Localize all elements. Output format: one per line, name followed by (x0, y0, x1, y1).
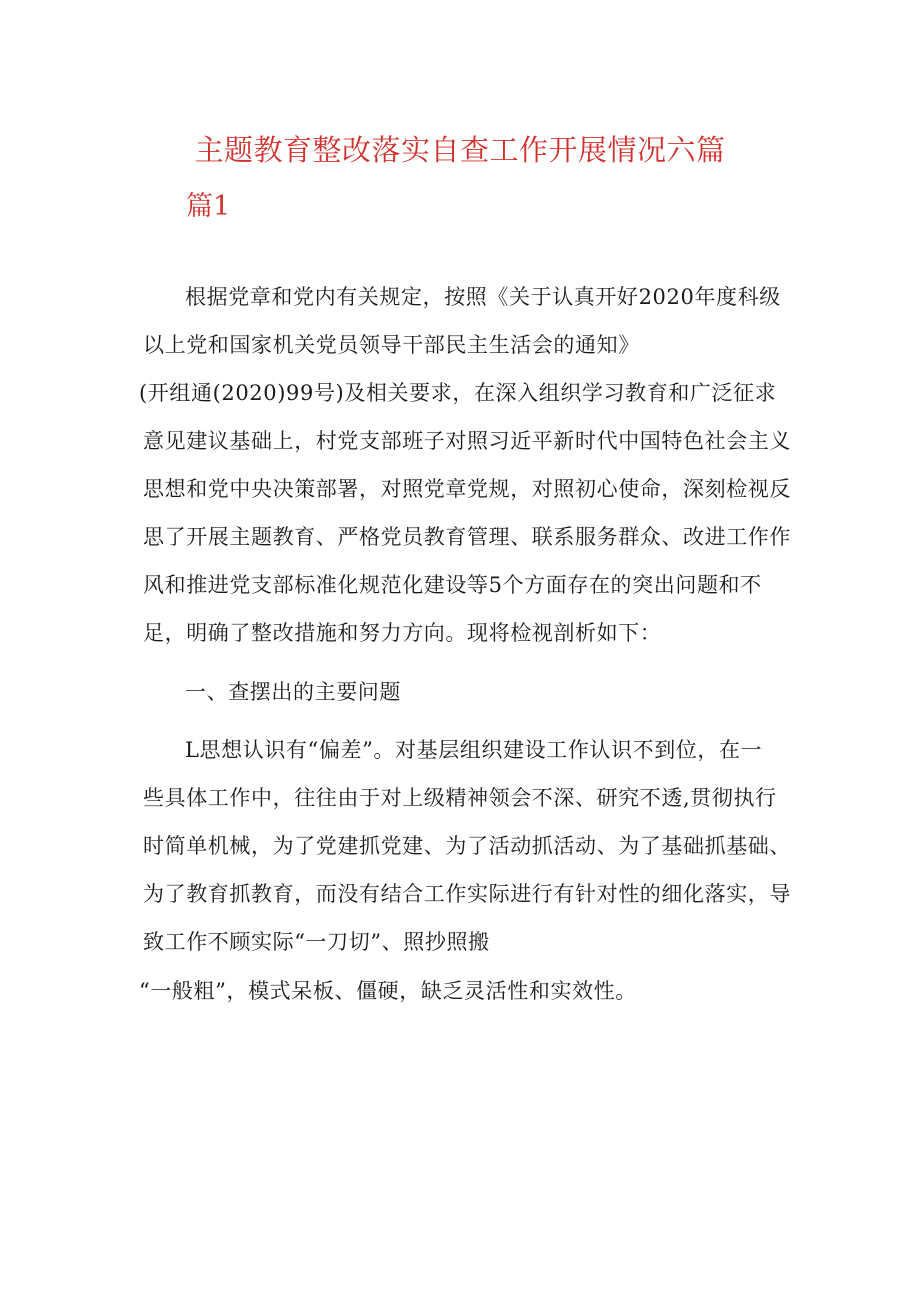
paragraph-line: 思想和党中央决策部署，对照党章党规，对照初心使命，深刻检视反 (143, 477, 791, 501)
paragraph-line: 为了教育抓教育，而没有结合工作实际进行有针对性的细化落实，导 (143, 882, 791, 906)
subheading: 一、查摆出的主要问题 (185, 680, 401, 704)
section-heading: 篇1 (186, 191, 231, 222)
paragraph-line: L思想认识有“偏差”。对基层组织建设工作认识不到位，在一 (185, 738, 763, 762)
paragraph-line: “一般粗”，模式呆板、僵硬，缺乏灵活性和实效性。 (139, 979, 637, 1003)
paragraph-line: (开组通(2020)99号)及相关要求，在深入组织学习教育和广泛征求 (139, 381, 777, 405)
paragraph-line: 以上党和国家机关党员领导干部民主生活会的通知》 (143, 333, 640, 357)
document-title: 主题教育整改落实自查工作开展情况六篇 (194, 133, 726, 167)
paragraph-line: 意见建议基础上，村党支部班子对照习近平新时代中国特色社会主义 (143, 429, 791, 453)
paragraph-line: 时简单机械，为了党建抓党建、为了活动抓活动、为了基础抓基础、 (143, 834, 791, 858)
paragraph-line: 根据党章和党内有关规定，按照《关于认真开好2020年度科级 (185, 285, 781, 309)
paragraph-line: 风和推进党支部标准化规范化建设等5个方面存在的突出问题和不 (143, 573, 762, 597)
paragraph-line: 思了开展主题教育、严格党员教育管理、联系服务群众、改进工作作 (143, 525, 791, 549)
paragraph-line: 致工作不顾实际“一刀切”、照抄照搬 (143, 930, 490, 954)
paragraph-line: 足，明确了整改措施和努力方向。现将检视剖析如下： (143, 621, 662, 645)
paragraph-line: 些具体工作中，往往由于对上级精神领会不深、研究不透,贯彻执行 (143, 786, 777, 810)
